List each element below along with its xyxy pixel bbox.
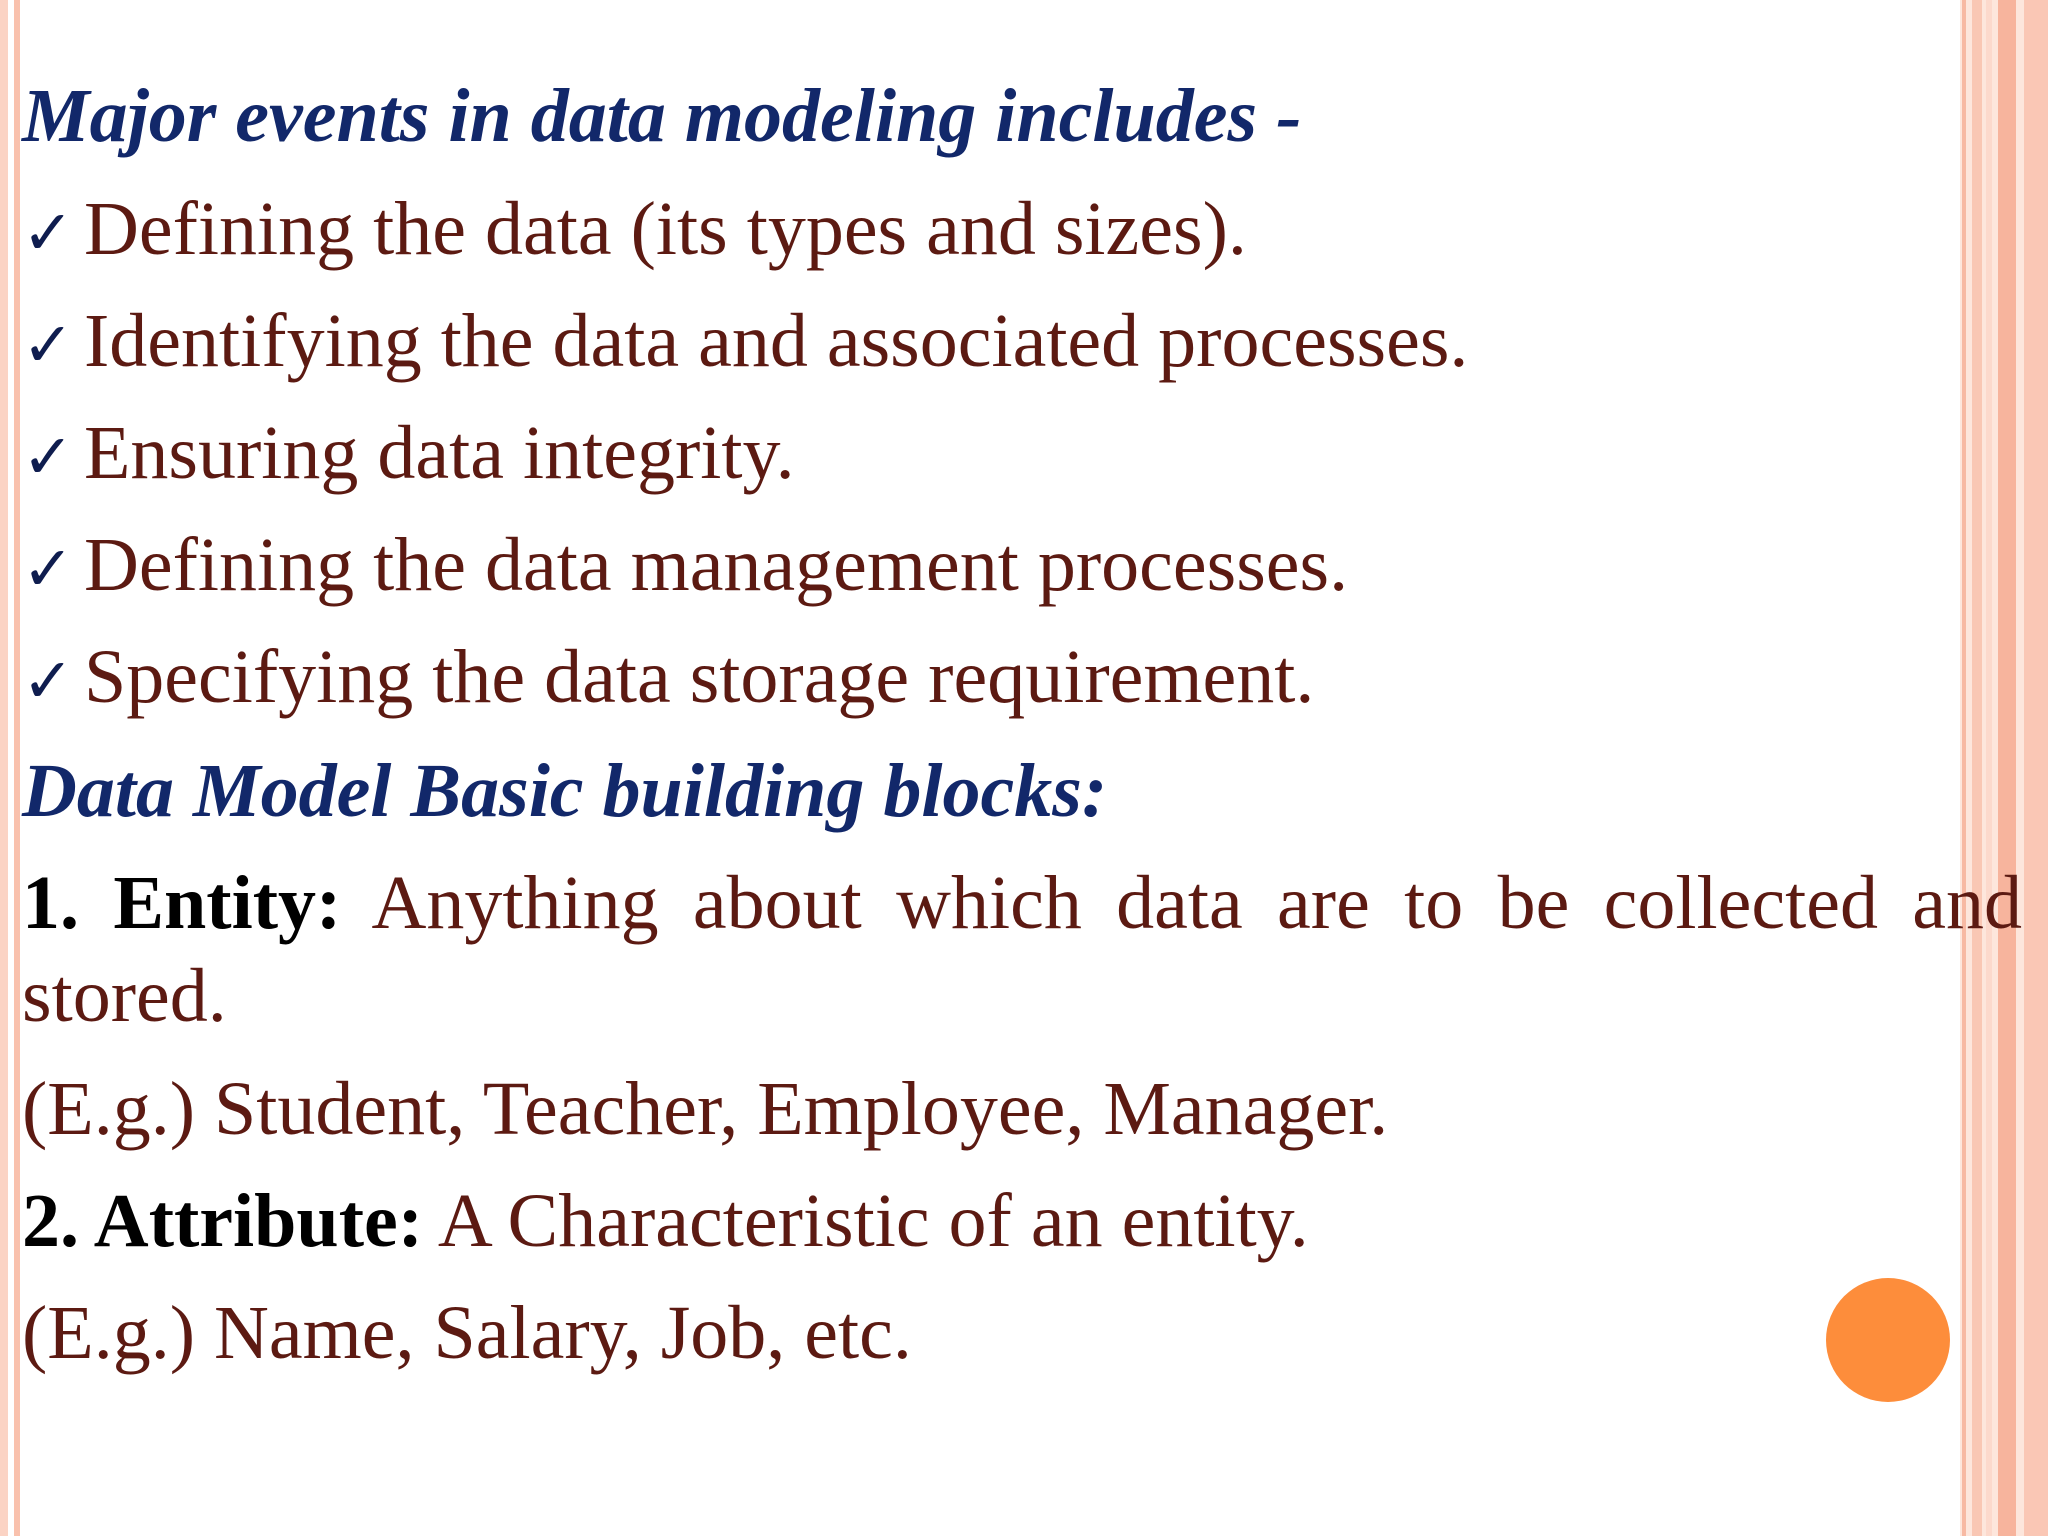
attribute-example: (E.g.) Name, Salary, Job, etc. (22, 1291, 912, 1375)
checklist-item (22, 183, 1247, 279)
left-decorative-stripe (0, 0, 8, 1536)
major-events-heading: Major events in data modeling includes - (22, 74, 1302, 158)
right-decorative-stripe (2024, 0, 2048, 1536)
checkmark-icon: ✓ (22, 308, 74, 381)
left-decorative-stripe (14, 0, 20, 1536)
checklist-item (22, 407, 795, 503)
checkmark-icon: ✓ (22, 644, 74, 717)
entity-definition (22, 857, 2022, 949)
checkmark-icon: ✓ (22, 196, 74, 269)
checklist-item-text: Defining the data management processes. (84, 523, 1349, 607)
entity-definition-continuation: stored. (22, 954, 227, 1038)
checklist-item (22, 519, 1348, 615)
checklist-item-text: Identifying the data and associated processes. (84, 299, 1469, 383)
checkmark-icon: ✓ (22, 532, 74, 605)
entity-definition-line: 1. Entity: Anything about which data are to be collected and (22, 861, 2022, 945)
entity-example: (E.g.) Student, Teacher, Employee, Manager. (22, 1067, 1389, 1151)
checklist-item-text: Specifying the data storage requirement. (84, 635, 1315, 719)
checklist-item (22, 631, 1314, 727)
entity-term: 1. Entity: (22, 861, 342, 945)
checklist-item-text: Ensuring data integrity. (84, 411, 795, 495)
right-decorative-stripe (1962, 0, 1966, 1536)
right-decorative-stripe (1986, 0, 1992, 1536)
orange-circle-decoration (1826, 1278, 1950, 1402)
checkmark-icon: ✓ (22, 420, 74, 493)
right-decorative-stripe (1972, 0, 1982, 1536)
checklist-item (22, 295, 1468, 391)
attribute-term: 2. Attribute: (22, 1179, 424, 1263)
building-blocks-heading: Data Model Basic building blocks: (22, 749, 1108, 833)
attribute-definition: 2. Attribute: A Characteristic of an entity. (22, 1179, 1309, 1263)
checklist-item-text: Defining the data (its types and sizes). (84, 187, 1247, 271)
right-decorative-stripe (1998, 0, 2016, 1536)
